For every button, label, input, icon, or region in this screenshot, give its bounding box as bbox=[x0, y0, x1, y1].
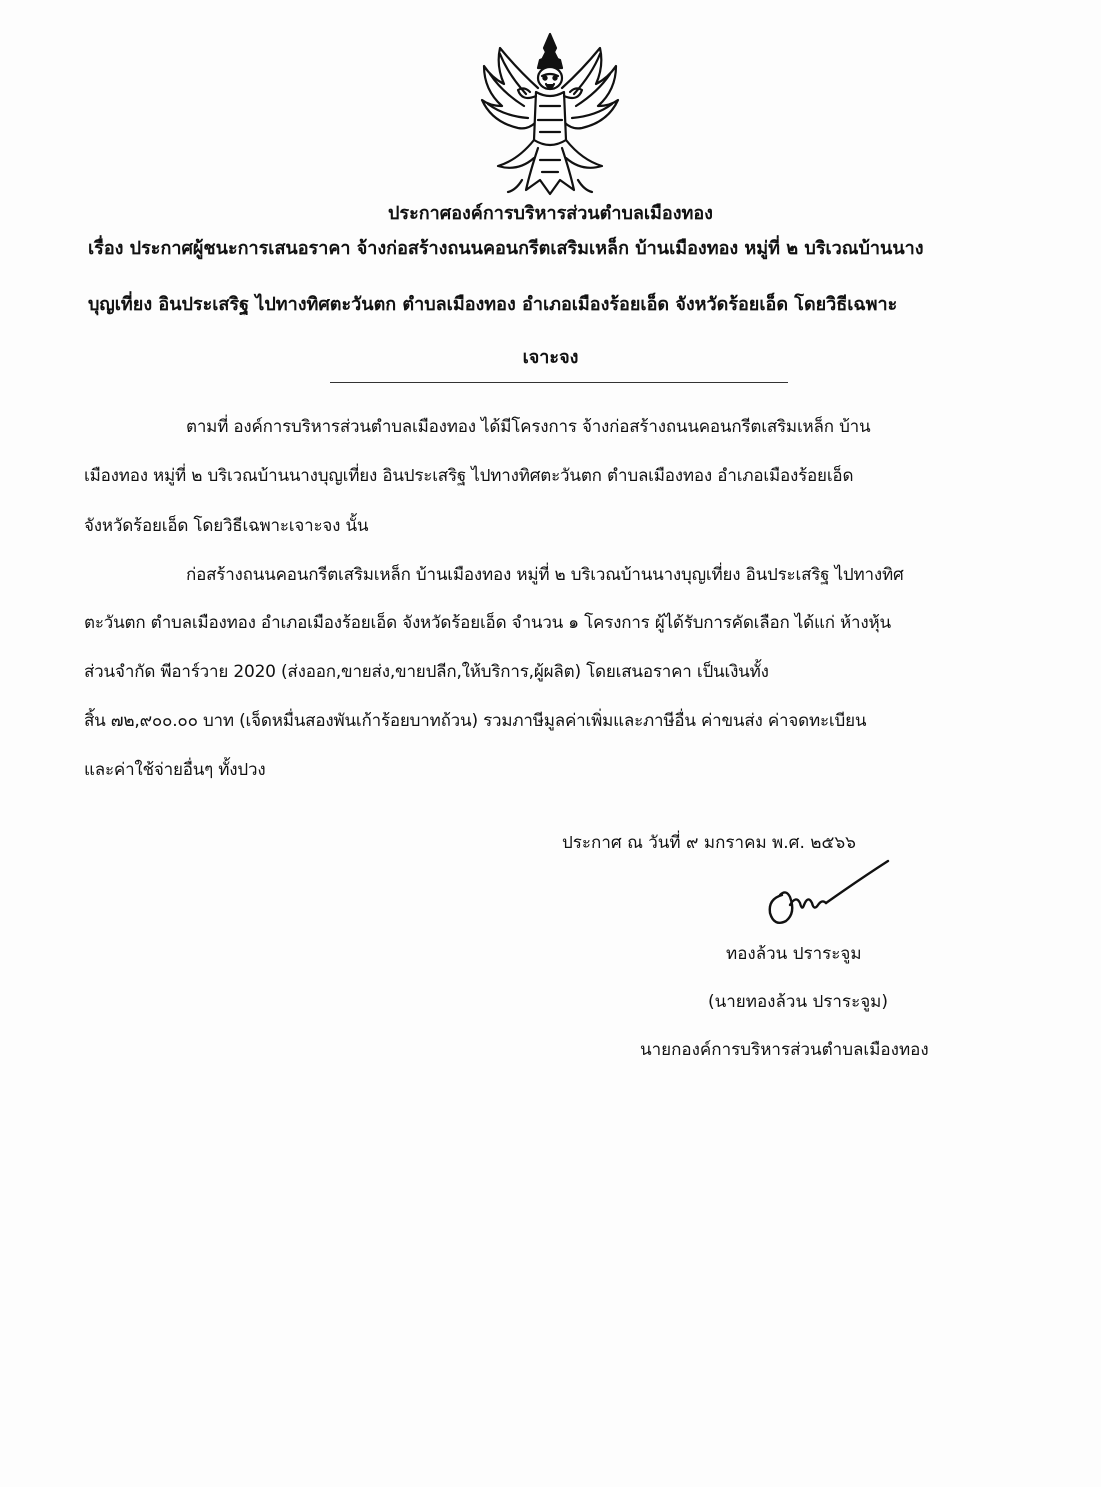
paragraph2-line-5: และค่าใช้จ่ายอื่นๆ ทั้งปวง bbox=[84, 760, 266, 780]
paragraph1-line-2: เมืองทอง หมู่ที่ ๒ บริเวณบ้านนางบุญเที่ยง อินประเสริฐ ไปทางทิศตะวันตก ตำบลเมืองทอง อำเภอเมืองร้อยเอ็ด bbox=[84, 466, 854, 486]
paragraph1-line-3: จังหวัดร้อยเอ็ด โดยวิธีเฉพาะเจาะจง นั้น bbox=[84, 516, 369, 536]
signer-name: ทองล้วน ปราระจูม bbox=[726, 944, 862, 964]
document-title: ประกาศองค์การบริหารส่วนตำบลเมืองทอง bbox=[388, 203, 713, 224]
paragraph2-line-4: สิ้น ๗๒,๙๐๐.๐๐ บาท (เจ็ดหมื่นสองพันเก้าร้อยบาทถ้วน) รวมภาษีมูลค่าเพิ่มและภาษีอื่น ค่าขนส่ง ค่าจดทะเบียน bbox=[84, 711, 867, 731]
garuda-emblem-icon bbox=[478, 30, 622, 198]
signature-icon bbox=[760, 855, 900, 935]
paragraph2-line-2: ตะวันตก ตำบลเมืองทอง อำเภอเมืองร้อยเอ็ด จังหวัดร้อยเอ็ด จำนวน ๑ โครงการ ผู้ได้รับการคัดเลือก ได้แก่ ห้างหุ้น bbox=[84, 613, 891, 633]
signer-position: นายกองค์การบริหารส่วนตำบลเมืองทอง bbox=[640, 1040, 929, 1060]
announce-date: ประกาศ ณ วันที่ ๙ มกราคม พ.ศ. ๒๕๖๖ bbox=[562, 833, 856, 853]
paragraph2-line-3: ส่วนจำกัด พีอาร์วาย 2020 (ส่งออก,ขายส่ง,ขายปลีก,ให้บริการ,ผู้ผลิต) โดยเสนอราคา เป็นเงินทั้ง bbox=[84, 662, 769, 682]
subject-line-2: บุญเที่ยง อินประเสริฐ ไปทางทิศตะวันตก ตำบลเมืองทอง อำเภอเมืองร้อยเอ็ด จังหวัดร้อยเอ็ด โดยวิธีเฉพาะ bbox=[88, 294, 898, 315]
signer-full-name: (นายทองล้วน ปราระจูม) bbox=[708, 992, 888, 1012]
paragraph2-line-1: ก่อสร้างถนนคอนกรีตเสริมเหล็ก บ้านเมืองทอง หมู่ที่ ๒ บริเวณบ้านนางบุญเที่ยง อินประเสริฐ ไปทางทิศ bbox=[186, 565, 904, 585]
subject-line-3: เจาะจง bbox=[522, 347, 579, 368]
subject-line-1: เรื่อง ประกาศผู้ชนะการเสนอราคา จ้างก่อสร้างถนนคอนกรีตเสริมเหล็ก บ้านเมืองทอง หมู่ที่ ๒ บริเวณบ้านนาง bbox=[88, 238, 924, 259]
title-divider bbox=[330, 382, 788, 383]
paragraph1-line-1: ตามที่ องค์การบริหารส่วนตำบลเมืองทอง ได้มีโครงการ จ้างก่อสร้างถนนคอนกรีตเสริมเหล็ก บ้าน bbox=[186, 417, 871, 437]
